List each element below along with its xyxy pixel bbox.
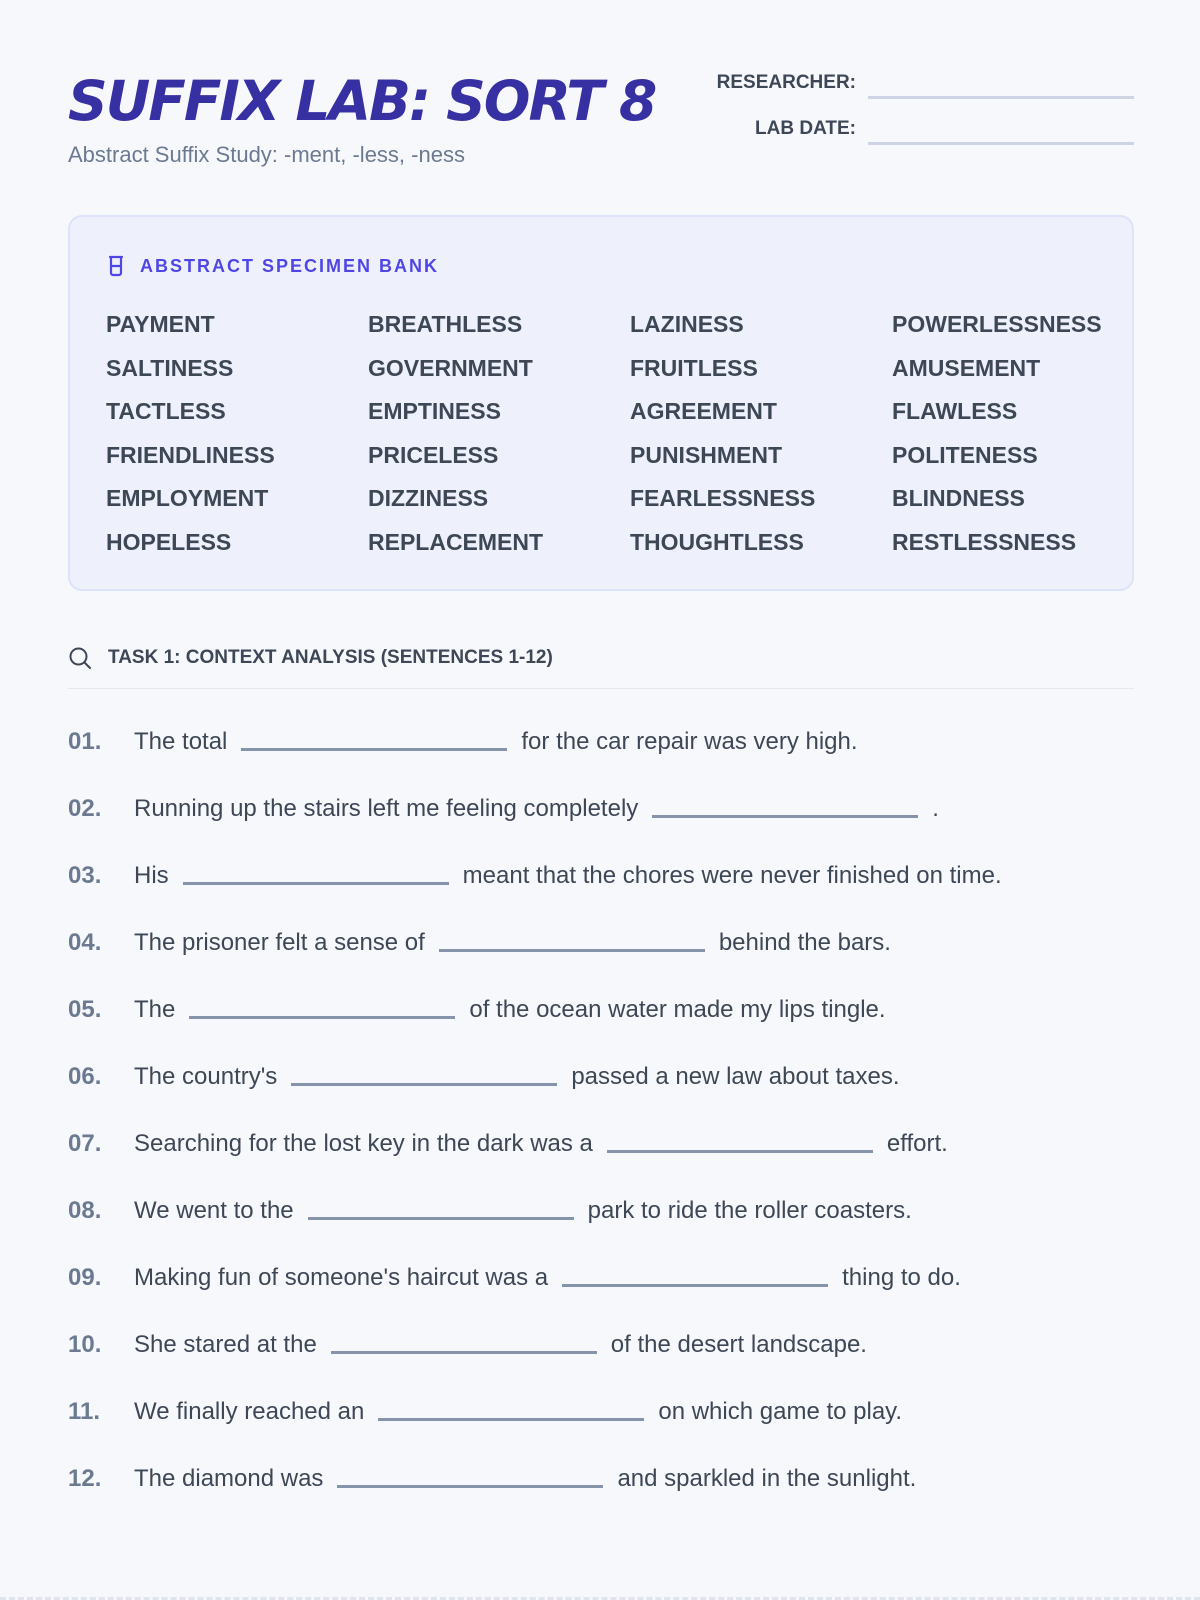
search-icon xyxy=(68,646,92,670)
sentence-number: 07. xyxy=(68,1130,102,1157)
flask-icon xyxy=(106,254,126,278)
answer-blank[interactable] xyxy=(183,860,449,885)
sentence-text-after: park to ride the roller coasters. xyxy=(587,1197,912,1224)
answer-blank[interactable] xyxy=(308,1195,574,1220)
researcher-row xyxy=(694,68,1134,114)
sentence-text-after: behind the bars. xyxy=(718,929,891,956)
sentence-item xyxy=(68,1061,1134,1128)
sentence-text-after: for the car repair was very high. xyxy=(521,728,858,755)
word-bank-item: TACTLESS xyxy=(106,398,226,424)
word-bank-item: PAYMENT xyxy=(106,311,215,337)
sentence-number: 08. xyxy=(68,1197,102,1224)
sentence-text-before: The country's xyxy=(134,1063,278,1090)
sentence-text-before: The xyxy=(134,996,176,1023)
word-bank-item: FEARLESSNESS xyxy=(630,485,816,511)
sentence-text-before: The total xyxy=(134,728,228,755)
sentence-text-before: The prisoner felt a sense of xyxy=(134,929,425,956)
sentence-text-after: on which game to play. xyxy=(658,1398,903,1425)
worksheet xyxy=(68,0,1134,1492)
word-bank-item: HOPELESS xyxy=(106,528,232,555)
page-subtitle: Abstract Suffix Study: -ment, -less, -ness xyxy=(68,142,465,167)
researcher-field[interactable] xyxy=(868,96,1134,99)
specimen-bank xyxy=(68,215,1134,591)
sentence-text-before: She stared at the xyxy=(134,1331,317,1358)
sentence-item xyxy=(68,1329,1134,1396)
sentence-text-after: of the ocean water made my lips tingle. xyxy=(469,996,886,1023)
sentence-text-after: passed a new law about taxes. xyxy=(571,1063,900,1090)
task-header xyxy=(68,646,1134,689)
word-bank-item: PUNISHMENT xyxy=(630,441,783,468)
answer-blank[interactable] xyxy=(189,994,455,1019)
sentence-item xyxy=(68,1262,1134,1329)
sentence-list xyxy=(68,726,1134,1530)
sentence-item xyxy=(68,994,1134,1061)
sentence-item xyxy=(68,793,1134,860)
word-bank-item: RESTLESSNESS xyxy=(892,528,1077,555)
word-bank-grid xyxy=(106,309,1106,570)
sentence-text-before: Making fun of someone's haircut was a xyxy=(134,1264,549,1291)
worksheet-header xyxy=(68,0,1134,205)
sentence-item xyxy=(68,927,1134,994)
answer-blank[interactable] xyxy=(331,1329,597,1354)
answer-blank[interactable] xyxy=(241,726,507,751)
word-bank-item: FRIENDLINESS xyxy=(106,441,275,468)
sentence-number: 03. xyxy=(68,862,102,889)
answer-blank[interactable] xyxy=(337,1463,603,1488)
word-bank-item: PRICELESS xyxy=(368,441,499,468)
sentence-number: 11. xyxy=(68,1398,101,1425)
word-bank-item: AMUSEMENT xyxy=(892,354,1041,381)
sentence-number: 12. xyxy=(68,1465,102,1492)
sentence-item xyxy=(68,1396,1134,1463)
sentence-text-after: meant that the chores were never finished on time. xyxy=(462,862,1002,889)
word-bank-item: GOVERNMENT xyxy=(368,354,533,381)
sentence-text-before: His xyxy=(134,862,169,889)
word-bank-item: LAZINESS xyxy=(630,311,744,337)
word-bank-item: DIZZINESS xyxy=(368,485,489,511)
word-bank-item: REPLACEMENT xyxy=(368,528,544,555)
answer-blank[interactable] xyxy=(291,1061,557,1086)
sentence-text-after: effort. xyxy=(886,1130,948,1157)
sentence-text-after: of the desert landscape. xyxy=(610,1331,867,1358)
sentence-text-before: We finally reached an xyxy=(134,1398,365,1425)
meta-fields xyxy=(694,68,1134,160)
sentence-text-before: We went to the xyxy=(134,1197,294,1224)
sentence-text-after: and sparkled in the sunlight. xyxy=(617,1465,917,1492)
sentence-number: 10. xyxy=(68,1331,102,1358)
word-bank-item: POLITENESS xyxy=(892,441,1038,468)
sentence-item xyxy=(68,726,1134,793)
answer-blank[interactable] xyxy=(607,1128,873,1153)
word-bank-item: POWERLESSNESS xyxy=(892,311,1102,337)
lab-date-row xyxy=(694,114,1134,160)
word-bank-item: THOUGHTLESS xyxy=(630,528,804,555)
word-bank-item: EMPLOYMENT xyxy=(106,485,269,511)
lab-date-label: LAB DATE: xyxy=(755,118,856,139)
sentence-number: 02. xyxy=(68,795,102,822)
sentence-text-before: Running up the stairs left me feeling completely xyxy=(134,795,639,822)
word-bank-item: AGREEMENT xyxy=(630,398,777,424)
sentence-number: 09. xyxy=(68,1264,102,1291)
answer-blank[interactable] xyxy=(378,1396,644,1421)
sentence-number: 04. xyxy=(68,929,102,956)
answer-blank[interactable] xyxy=(439,927,705,952)
sentence-item xyxy=(68,1128,1134,1195)
sentence-text-before: The diamond was xyxy=(134,1465,324,1492)
specimen-bank-title: ABSTRACT SPECIMEN BANK xyxy=(140,255,440,276)
sentence-item xyxy=(68,1463,1134,1530)
word-bank-item: BREATHLESS xyxy=(368,311,523,337)
sentence-item xyxy=(68,1195,1134,1262)
word-bank-item: EMPTINESS xyxy=(368,398,501,424)
word-bank-item: BLINDNESS xyxy=(892,485,1025,511)
answer-blank[interactable] xyxy=(652,793,918,818)
answer-blank[interactable] xyxy=(562,1262,828,1287)
sentence-number: 06. xyxy=(68,1063,102,1090)
task-title: TASK 1: CONTEXT ANALYSIS (SENTENCES 1-12) xyxy=(108,647,553,668)
sentence-number: 01. xyxy=(68,728,102,755)
page-title: SUFFIX LAB: SORT 8 xyxy=(68,69,656,133)
word-bank-item: FRUITLESS xyxy=(630,354,758,381)
lab-date-field[interactable] xyxy=(868,142,1134,145)
sentence-text-after: . xyxy=(932,795,939,822)
word-bank-item: FLAWLESS xyxy=(892,398,1018,424)
sentence-number: 05. xyxy=(68,996,102,1023)
researcher-label: RESEARCHER: xyxy=(716,72,856,93)
sentence-text-after: thing to do. xyxy=(842,1264,961,1291)
sentence-item xyxy=(68,860,1134,927)
sentence-text-before: Searching for the lost key in the dark was a xyxy=(134,1130,593,1157)
specimen-bank-header xyxy=(106,253,439,279)
word-bank-item: SALTINESS xyxy=(106,354,234,381)
